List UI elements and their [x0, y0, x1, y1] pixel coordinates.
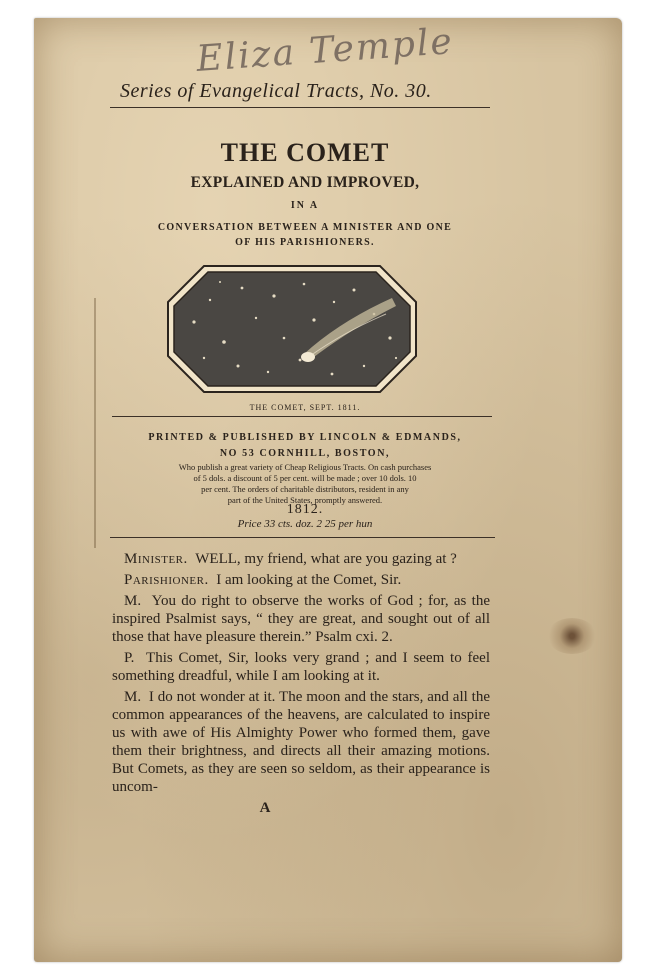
- dialogue-line: You do right to observe the works of God ; for, as the inspired Psalmist says, “ they are great, and sought out of all those that have pleasure therein.” Psalm cxi. 2.: [112, 593, 491, 645]
- speaker-label: P.: [124, 650, 135, 666]
- conversation-line-1: CONVERSATION BETWEEN A MINISTER AND ONE: [157, 222, 453, 233]
- speaker-label: Minister.: [124, 551, 188, 567]
- speaker-label: M.: [124, 689, 142, 705]
- dialogue-paragraph: [112, 592, 490, 646]
- ink-stain: [547, 618, 597, 654]
- dialogue-line: WELL, my friend, what are you gazing at ?: [195, 551, 457, 567]
- speaker-label: Parishioner.: [124, 572, 209, 588]
- comet-woodcut-illustration-icon: [164, 262, 420, 396]
- caption-rule: [112, 416, 492, 417]
- dialogue-line: I am looking at the Comet, Sir.: [216, 572, 402, 588]
- dialogue-line: This Comet, Sir, looks very grand ; and I seem to feel something dreadful, while I am looking at it.: [112, 650, 491, 684]
- terms-of-sale: [150, 462, 460, 506]
- in-a-line: IN A: [290, 200, 320, 211]
- publisher-line-1: PRINTED & PUBLISHED BY LINCOLN & EDMANDS,: [148, 432, 462, 443]
- terms-line: of 5 dols. a discount of 5 per cent. will be made ; over 10 dols. 10: [193, 473, 417, 483]
- publisher-line-2: NO 53 CORNHILL, BOSTON,: [219, 448, 391, 459]
- handwritten-signature: Eliza Temple: [195, 21, 455, 80]
- top-rule: [110, 107, 490, 108]
- dialogue-text: [112, 550, 490, 799]
- terms-line: per cent. The orders of charitable distributors, resident in any: [201, 484, 409, 494]
- publication-year: 1812.: [286, 502, 324, 517]
- subtitle: EXPLAINED AND IMPROVED,: [190, 174, 420, 191]
- dialogue-paragraph: [112, 688, 490, 796]
- terms-line: Who publish a great variety of Cheap Religious Tracts. On cash purchases: [178, 462, 432, 472]
- series-line: Series of Evangelical Tracts, No. 30.: [120, 80, 432, 102]
- dialogue-paragraph: [112, 550, 490, 568]
- conversation-heading: [112, 220, 498, 250]
- signature-mark: A: [259, 800, 271, 816]
- dialogue-paragraph: [112, 571, 490, 589]
- title: THE COMET: [220, 138, 390, 167]
- dialogue-paragraph: [112, 649, 490, 685]
- speaker-label: M.: [124, 593, 142, 609]
- conversation-line-2: OF HIS PARISHIONERS.: [235, 237, 375, 248]
- terms-line: part of the United States, promptly answered.: [227, 495, 383, 505]
- price-line: Price 33 cts. doz. 2 25 per hun: [237, 518, 373, 530]
- woodcut-caption: THE COMET, SEPT. 1811.: [249, 403, 361, 412]
- binding-stitch-marks: [94, 298, 102, 548]
- dialogue-line: I do not wonder at it. The moon and the stars, and all the common appearances of the heavens, are calculated to inspire us with awe of His Almighty Power who formed them, gave them their brightness, and directs all their amazing motions. But Comets, as they are seen so seldom, as their appearance is uncom-: [112, 689, 491, 795]
- publisher-block: [120, 430, 490, 462]
- price-rule: [110, 537, 495, 538]
